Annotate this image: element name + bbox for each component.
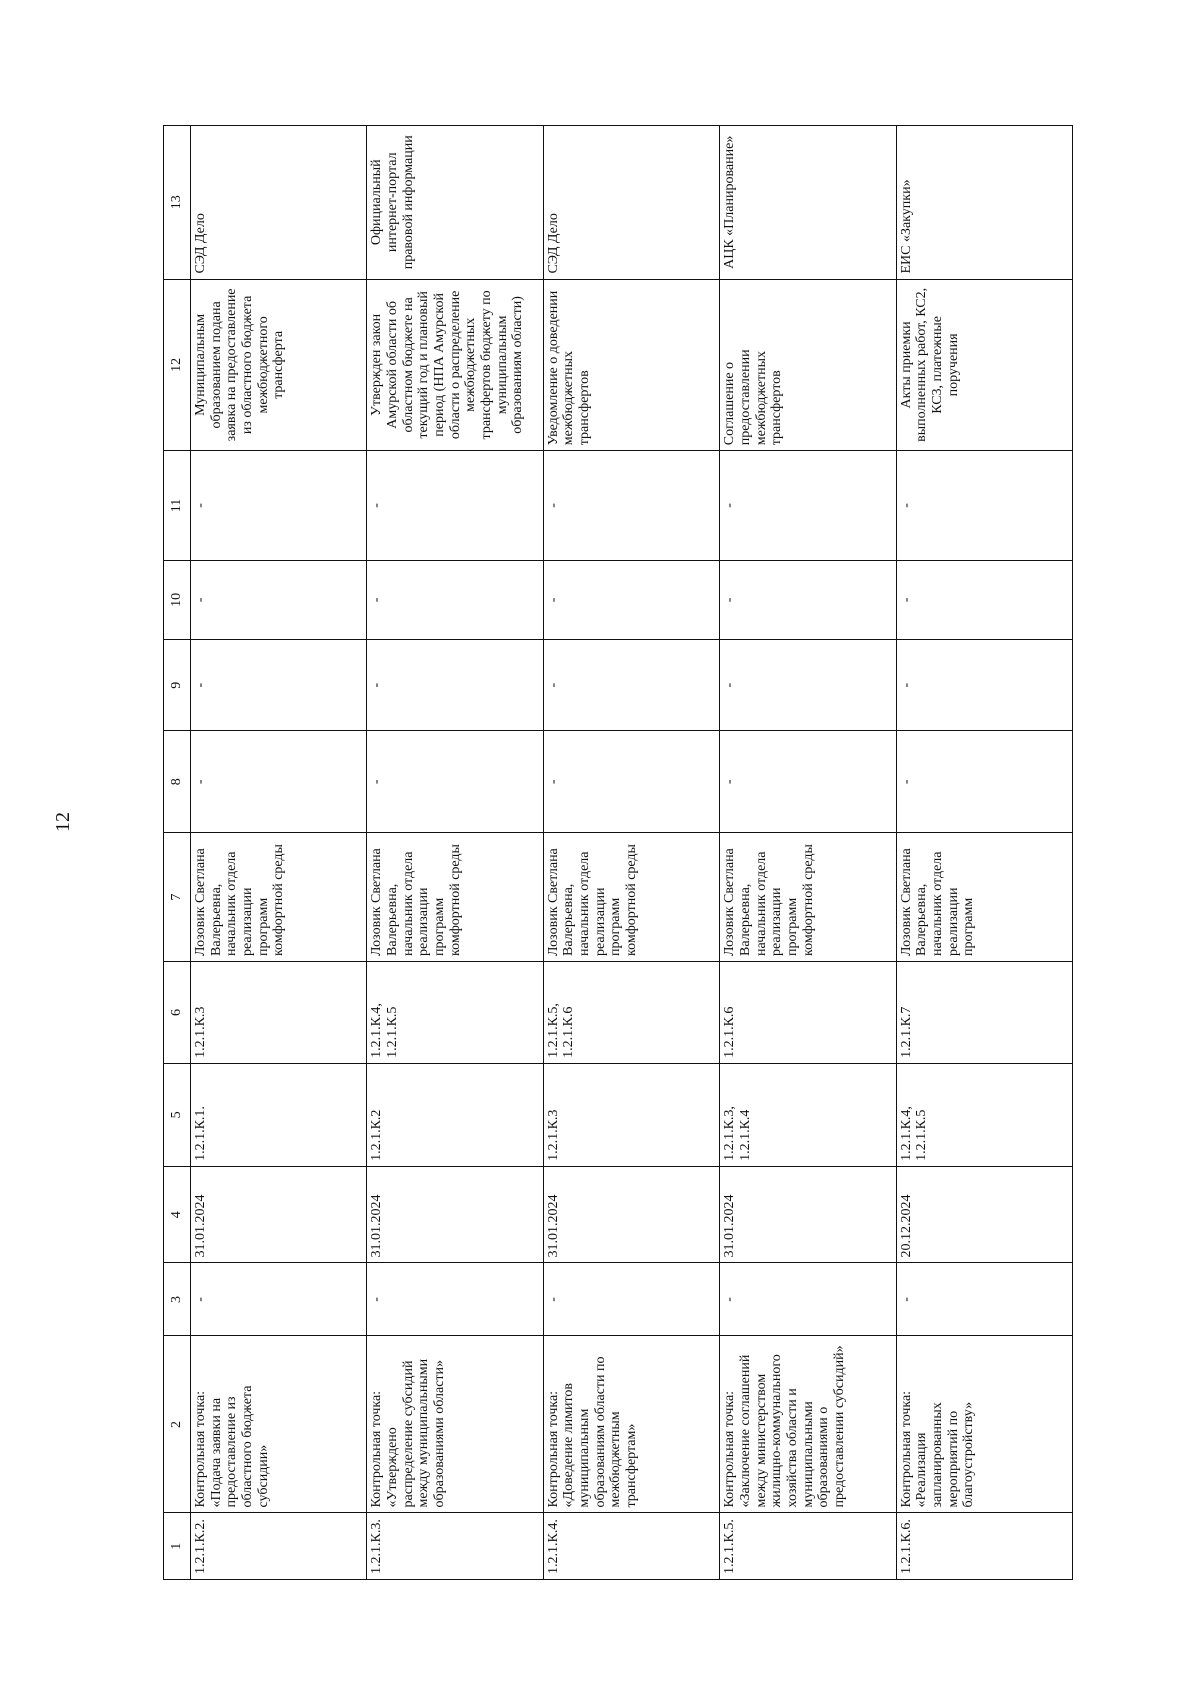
page-number: 12 xyxy=(52,812,74,832)
cell-col11: - xyxy=(720,451,896,560)
cell-col3: - xyxy=(543,1263,719,1336)
cell-system: АЦК «Планирование» xyxy=(720,126,896,280)
cell-result: Муниципальным образованием подана заявка на предоставление из областного бюджета межбюджетного трансферта xyxy=(191,279,367,451)
cell-col10: - xyxy=(367,560,543,639)
cell-col11: - xyxy=(191,451,367,560)
cell-number: 1.2.1.К.5. xyxy=(720,1513,896,1580)
column-header: 5 xyxy=(164,1063,191,1166)
column-header: 4 xyxy=(164,1166,191,1263)
column-header: 6 xyxy=(164,961,191,1063)
cell-successor: 1.2.1.К.4, 1.2.1.К.5 xyxy=(367,961,543,1063)
cell-date: 31.01.2024 xyxy=(543,1166,719,1263)
control-points-table xyxy=(163,125,1073,1580)
cell-col9: - xyxy=(896,640,1072,731)
cell-col10: - xyxy=(191,560,367,639)
cell-col9: - xyxy=(543,640,719,731)
column-header: 3 xyxy=(164,1263,191,1336)
column-header: 8 xyxy=(164,731,191,833)
column-header: 10 xyxy=(164,560,191,639)
cell-date: 20.12.2024 xyxy=(896,1166,1072,1263)
cell-number: 1.2.1.К.3. xyxy=(367,1513,543,1580)
cell-system: ЕИС «Закупки» xyxy=(896,126,1072,280)
column-header: 1 xyxy=(164,1513,191,1580)
cell-date: 31.01.2024 xyxy=(367,1166,543,1263)
cell-successor: 1.2.1.К.5, 1.2.1.К.6 xyxy=(543,961,719,1063)
cell-predecessor: 1.2.1.К.4, 1.2.1.К.5 xyxy=(896,1063,1072,1166)
cell-col10: - xyxy=(720,560,896,639)
cell-col8: - xyxy=(191,731,367,833)
cell-predecessor: 1.2.1.К.3, 1.2.1.К.4 xyxy=(720,1063,896,1166)
cell-date: 31.01.2024 xyxy=(720,1166,896,1263)
column-number-row xyxy=(164,126,191,1580)
cell-result: Утвержден закон Амурской области об областном бюджете на текущий год и плановый период (НПА Амурской области о распределение межбюджетных трансфертов бюджету по муниципальным образованиям области) xyxy=(367,279,543,451)
cell-successor: 1.2.1.К.6 xyxy=(720,961,896,1063)
cell-result: Уведомление о доведении межбюджетных трансфертов xyxy=(543,279,719,451)
cell-title: Контрольная точка: «Подача заявки на предоставление из областного бюджета субсидии» xyxy=(191,1336,367,1513)
column-header: 11 xyxy=(164,451,191,560)
cell-number: 1.2.1.К.2. xyxy=(191,1513,367,1580)
cell-col10: - xyxy=(896,560,1072,639)
cell-col8: - xyxy=(543,731,719,833)
cell-predecessor: 1.2.1.К.2 xyxy=(367,1063,543,1166)
column-header: 7 xyxy=(164,833,191,962)
column-header: 12 xyxy=(164,279,191,451)
cell-responsible: Лозовик Светлана Валерьевна, начальник отдела реализации программ комфортной среды xyxy=(720,833,896,962)
cell-number: 1.2.1.К.4. xyxy=(543,1513,719,1580)
column-header: 13 xyxy=(164,126,191,280)
table-row xyxy=(191,126,367,1580)
table-row xyxy=(896,126,1072,1580)
cell-successor: 1.2.1.К.3 xyxy=(191,961,367,1063)
cell-responsible: Лозовик Светлана Валерьевна, начальник отдела реализации программ комфортной среды xyxy=(191,833,367,962)
column-header: 9 xyxy=(164,640,191,731)
column-header: 2 xyxy=(164,1336,191,1513)
cell-col11: - xyxy=(896,451,1072,560)
cell-col9: - xyxy=(191,640,367,731)
cell-result: Соглашение о предоставлении межбюджетных трансфертов xyxy=(720,279,896,451)
cell-system: СЭД Дело xyxy=(191,126,367,280)
cell-col9: - xyxy=(367,640,543,731)
cell-date: 31.01.2024 xyxy=(191,1166,367,1263)
cell-title: Контрольная точка: «Доведение лимитов муниципальным образованиям области по межбюджетным трансфертам» xyxy=(543,1336,719,1513)
cell-col11: - xyxy=(543,451,719,560)
cell-col8: - xyxy=(367,731,543,833)
cell-col8: - xyxy=(720,731,896,833)
cell-col10: - xyxy=(543,560,719,639)
cell-predecessor: 1.2.1.К.3 xyxy=(543,1063,719,1166)
cell-col3: - xyxy=(896,1263,1072,1336)
cell-system: Официальный интернет-портал правовой информации xyxy=(367,126,543,280)
cell-system: СЭД Дело xyxy=(543,126,719,280)
rotated-table-container xyxy=(163,125,1073,1580)
cell-col3: - xyxy=(720,1263,896,1336)
cell-col11: - xyxy=(367,451,543,560)
cell-successor: 1.2.1.К.7 xyxy=(896,961,1072,1063)
cell-responsible: Лозовик Светлана Валерьевна, начальник отдела реализации программ комфортной среды xyxy=(543,833,719,962)
cell-title: Контрольная точка: «Утверждено распределение субсидий между муниципальными образованиями области» xyxy=(367,1336,543,1513)
cell-result: Акты приемки выполненных работ, КС2, КС3, платежные поручения xyxy=(896,279,1072,451)
cell-responsible: Лозовик Светлана Валерьевна, начальник отдела реализации программ комфортной среды xyxy=(367,833,543,962)
table-row xyxy=(367,126,543,1580)
cell-title: Контрольная точка: «Заключение соглашений между министерством жилищно-коммунального хозяйства области и муниципальными образованиями о предоставлении субсидий» xyxy=(720,1336,896,1513)
table-row xyxy=(720,126,896,1580)
cell-number: 1.2.1.К.6. xyxy=(896,1513,1072,1580)
cell-col9: - xyxy=(720,640,896,731)
cell-predecessor: 1.2.1.К.1. xyxy=(191,1063,367,1166)
table-row xyxy=(543,126,719,1580)
cell-col8: - xyxy=(896,731,1072,833)
cell-responsible: Лозовик Светлана Валерьевна, начальник отдела реализации программ xyxy=(896,833,1072,962)
cell-title: Контрольная точка: «Реализация запланированных мероприятий по благоустройству» xyxy=(896,1336,1072,1513)
cell-col3: - xyxy=(191,1263,367,1336)
cell-col3: - xyxy=(367,1263,543,1336)
